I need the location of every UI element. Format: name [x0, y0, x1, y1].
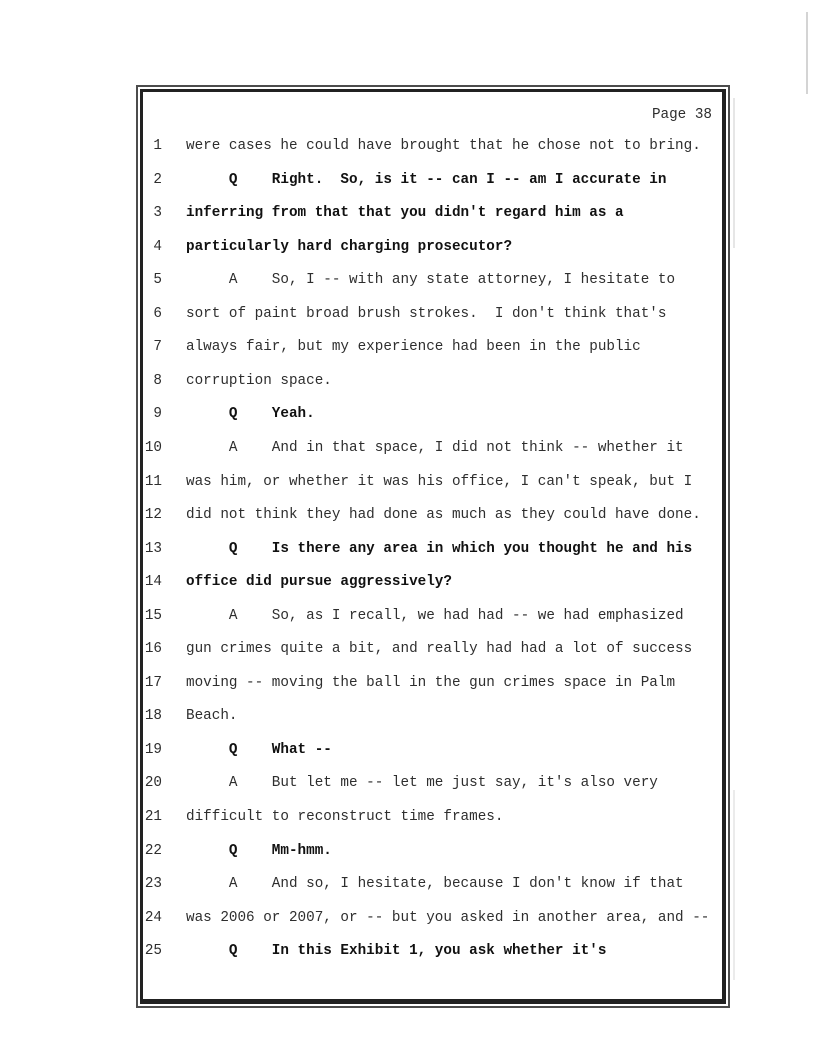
line-number: 19 — [144, 741, 162, 758]
transcript-line — [143, 742, 722, 766]
line-text: gun crimes quite a bit, and really had had a lot of success — [186, 641, 693, 658]
line-text: Q Right. So, is it -- can I -- am I accurate in — [186, 171, 667, 188]
transcript-frame — [140, 89, 726, 1004]
transcript-line — [143, 809, 722, 833]
transcript-frame-outer — [136, 85, 730, 1008]
transcript-line — [143, 876, 722, 900]
transcript-line — [143, 507, 722, 531]
transcript-line — [143, 574, 722, 598]
line-text: Q What -- — [186, 741, 332, 758]
transcript-line — [143, 641, 722, 665]
page-number-label: Page 38 — [651, 107, 712, 123]
line-text: Q In this Exhibit 1, you ask whether it's — [186, 943, 607, 960]
scan-artifact — [806, 12, 808, 94]
line-number: 14 — [144, 574, 162, 591]
line-number: 15 — [144, 607, 162, 624]
line-text: A So, as I recall, we had had -- we had emphasized — [186, 607, 684, 624]
transcript-line — [143, 239, 722, 263]
line-text: A And so, I hesitate, because I don't know if that — [186, 876, 684, 893]
line-number: 12 — [144, 507, 162, 523]
line-number: 13 — [144, 540, 162, 557]
line-number: 4 — [153, 238, 162, 255]
transcript-line — [143, 608, 722, 632]
line-number: 2 — [153, 171, 162, 188]
line-number: 23 — [144, 876, 162, 893]
line-text: was 2006 or 2007, or -- but you asked in another area, and -- — [186, 909, 710, 926]
line-number: 21 — [144, 809, 162, 825]
line-number: 16 — [144, 641, 162, 658]
line-text: sort of paint broad brush strokes. I don't think that's — [186, 305, 667, 322]
transcript-line — [143, 440, 722, 464]
line-text: were cases he could have brought that he chose not to bring. — [186, 138, 701, 154]
line-number: 1 — [153, 138, 162, 154]
line-text: moving -- moving the ball in the gun crimes space in Palm — [186, 674, 676, 691]
line-text: Q Is there any area in which you thought he and his — [186, 540, 693, 557]
line-number: 24 — [144, 909, 162, 926]
transcript-line — [143, 138, 722, 162]
line-number: 6 — [153, 305, 162, 322]
line-number: 5 — [153, 272, 162, 289]
line-text: A But let me -- let me just say, it's also very — [186, 775, 658, 792]
transcript-line — [143, 406, 722, 430]
line-text: Beach. — [186, 708, 238, 725]
line-number: 9 — [153, 406, 162, 423]
scan-artifact — [733, 790, 735, 980]
line-number: 20 — [144, 775, 162, 792]
line-number: 22 — [144, 842, 162, 859]
transcript-line — [143, 775, 722, 799]
line-number: 11 — [144, 473, 162, 490]
line-text: difficult to reconstruct time frames. — [186, 809, 504, 825]
transcript-line — [143, 339, 722, 363]
line-number: 10 — [144, 439, 162, 456]
transcript-line — [143, 373, 722, 397]
line-text: Q Yeah. — [186, 406, 315, 423]
transcript-line — [143, 541, 722, 565]
line-text: Q Mm-hmm. — [186, 842, 332, 859]
line-text: A And in that space, I did not think -- whether it — [186, 439, 684, 456]
transcript-line — [143, 272, 722, 296]
transcript-line — [143, 675, 722, 699]
transcript-line — [143, 708, 722, 732]
line-number: 25 — [144, 943, 162, 960]
line-text: inferring from that that you didn't regard him as a — [186, 205, 624, 222]
line-text: was him, or whether it was his office, I can't speak, but I — [186, 473, 693, 490]
line-number: 7 — [153, 339, 162, 356]
line-text: did not think they had done as much as they could have done. — [186, 507, 701, 523]
line-text: particularly hard charging prosecutor? — [186, 238, 513, 255]
line-number: 8 — [153, 372, 162, 389]
transcript-line — [143, 943, 722, 967]
line-text: always fair, but my experience had been in the public — [186, 339, 641, 356]
transcript-line — [143, 172, 722, 196]
line-number: 17 — [144, 674, 162, 691]
transcript-line — [143, 306, 722, 330]
line-text: corruption space. — [186, 372, 332, 389]
line-number: 18 — [144, 708, 162, 725]
transcript-line — [143, 474, 722, 498]
scan-artifact — [733, 98, 735, 248]
transcript-line — [143, 843, 722, 867]
line-number: 3 — [153, 205, 162, 222]
transcript-line — [143, 205, 722, 229]
line-text: office did pursue aggressively? — [186, 574, 452, 591]
line-text: A So, I -- with any state attorney, I hesitate to — [186, 272, 676, 289]
transcript-line — [143, 910, 722, 934]
